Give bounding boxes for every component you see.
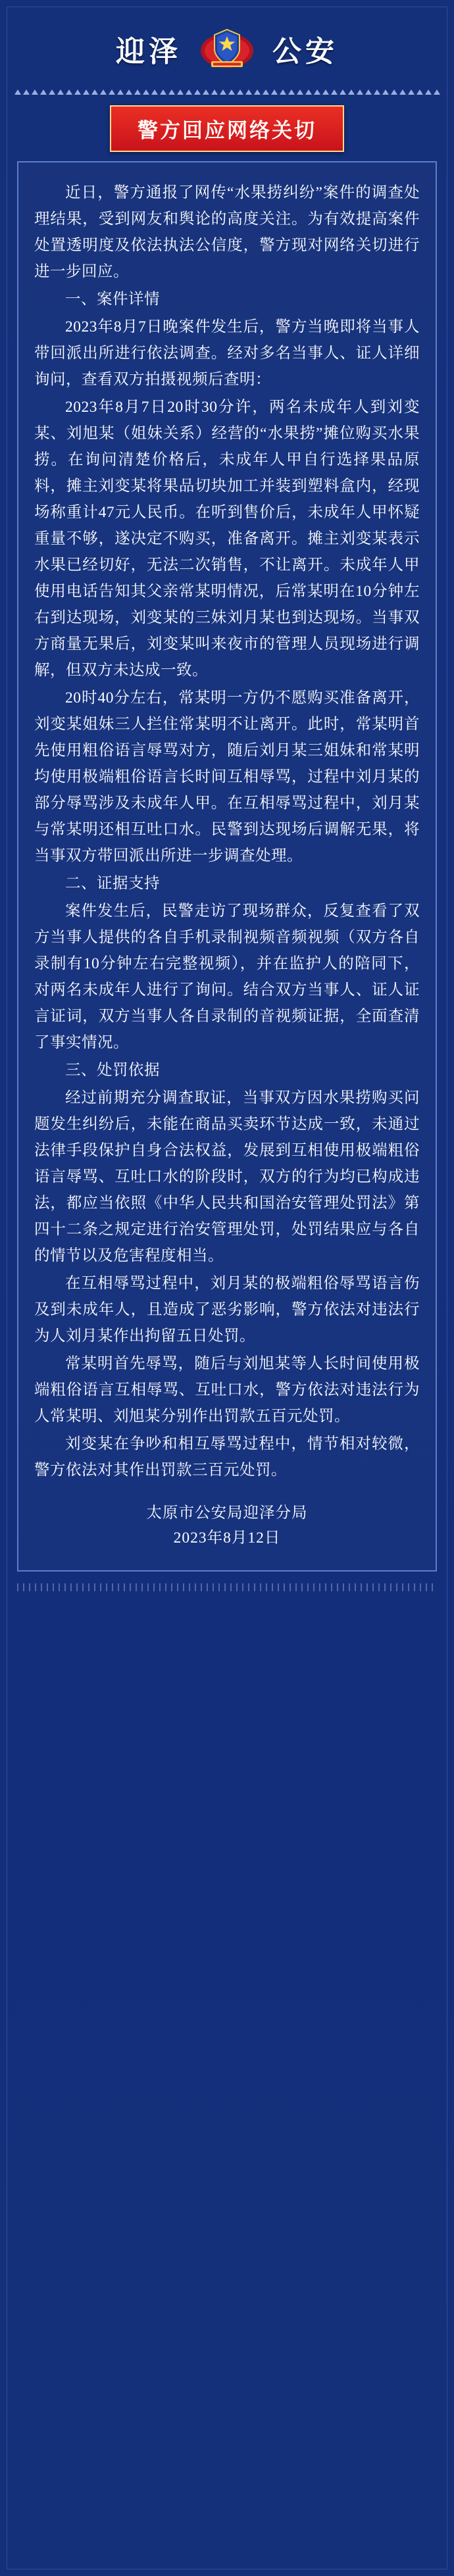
paragraph: 2023年8月7日晚案件发生后，警方当晚即将当事人带回派出所进行依法调查。经对多名当事人、证人详细询问，查看双方拍摄视频后查明： <box>34 318 420 388</box>
chevron-icon <box>425 89 432 95</box>
paragraph: 20时40分左右，常某明一方仍不愿购买准备离开，刘变某姐妹三人拦住常某明不让离开。此时，常某明首先使用粗俗语言辱骂对方，随后刘月某三姐妹和常某明均使用极端粗俗语言长时间互相辱骂，过程中刘月某的部分辱骂涉及未成年人甲。在互相辱骂过程中，刘月某与常某明还相互吐口水。民警到达现场后调解无果，将当事双方带回派出所进一步调查处理。 <box>34 689 420 864</box>
chevron-icon <box>117 89 124 95</box>
paragraph: 近日，警方通报了网传“水果捞纠纷”案件的调查处理结果，受到网友和舆论的高度关注。为有效提高案件处置透明度及依法执法公信度，警方现对网络关切进行进一步回应。 <box>34 184 420 280</box>
chevron-icon <box>340 89 346 95</box>
chevron-icon <box>203 89 209 95</box>
chevron-icon <box>194 89 201 95</box>
decorative-chevron-row-top <box>11 89 443 95</box>
chevron-icon <box>348 89 355 95</box>
chevron-icon <box>374 89 380 95</box>
chevron-icon <box>399 89 406 95</box>
chevron-icon <box>168 89 175 95</box>
paragraph: 在互相辱骂过程中，刘月某的极端粗俗辱骂语言伤及到未成年人，且造成了恶劣影响，警方依法对违法行为人刘月某作出拘留五日处罚。 <box>34 1275 420 1345</box>
chevron-icon <box>91 89 98 95</box>
chevron-icon <box>57 89 64 95</box>
section-heading: 二、证据支持 <box>65 875 160 892</box>
chevron-icon <box>143 89 149 95</box>
chevron-icon <box>211 89 218 95</box>
chevron-icon <box>305 89 312 95</box>
chevron-icon <box>280 89 286 95</box>
paragraph: 2023年8月7日20时30分许，两名未成年人到刘变某、刘旭某（姐妹关系）经营的“水果捞”摊位购买水果捞。在询问清楚价格后，未成年人甲自行选择果品原料，摊主刘变某将果品切块加工并装到塑料盒内，经现场称重计47元人民币。在听到售价后，未成年人甲怀疑重量不够，遂决定不购买，准备离开。摊主刘变某表示水果已经切好，无法二次销售，不让离开。未成年人甲使用电话告知其父亲常某明情况，后常某明在10分钟左右到达现场，刘变某的三妹刘月某也到达现场。当事双方商量无果后，刘变某叫来夜市的管理人员现场进行调解，但双方未达成一致。 <box>34 399 420 679</box>
chevron-icon <box>126 89 132 95</box>
chevron-icon <box>109 89 115 95</box>
signature-block <box>34 1500 420 1550</box>
chevron-icon <box>271 89 278 95</box>
chevron-icon <box>14 89 21 95</box>
chevron-icon <box>186 89 192 95</box>
chevron-icon <box>228 89 235 95</box>
chevron-icon <box>245 89 252 95</box>
chevron-icon <box>416 89 423 95</box>
chevron-icon <box>49 89 55 95</box>
chevron-icon <box>66 89 72 95</box>
chevron-icon <box>40 89 47 95</box>
chevron-icon <box>23 89 30 95</box>
chevron-icon <box>365 89 372 95</box>
police-badge-emblem-icon <box>199 20 255 77</box>
body-text <box>34 180 420 1483</box>
chevron-icon <box>100 89 107 95</box>
chevron-icon <box>151 89 158 95</box>
issuing-unit: 太原市公安局迎泽分局 <box>146 1504 308 1522</box>
paragraph: 案件发生后，民警走访了现场群众，反复查看了双方当事人提供的各自手机录制视频音频视频（双方各自录制有10分钟左右完整视频），并在监护人的陪同下，对两名未成年人进行了询问。结合双方当事人、证人证言证词，双方当事人各自录制的音视频证据，全面查清了事实情况。 <box>34 903 420 1051</box>
paragraph: 常某明首先辱骂，随后与刘旭某等人长时间使用极端粗俗语言互相辱骂、互吐口水，警方依法对违法行为人常某明、刘旭某分别作出罚款五百元处罚。 <box>34 1355 420 1425</box>
chevron-icon <box>297 89 303 95</box>
chevron-icon <box>134 89 141 95</box>
issue-date: 2023年8月12日 <box>173 1529 281 1547</box>
chevron-icon <box>382 89 389 95</box>
chevron-icon <box>83 89 89 95</box>
title-banner-wrap <box>0 105 454 152</box>
chevron-icon <box>177 89 184 95</box>
page-title: 警方回应网络关切 <box>110 105 344 152</box>
chevron-icon <box>288 89 295 95</box>
section-heading: 三、处罚依据 <box>65 1062 160 1079</box>
chevron-icon <box>160 89 166 95</box>
chevron-icon <box>357 89 363 95</box>
header-left-word: 迎泽 <box>116 36 182 68</box>
header-right-word: 公安 <box>272 36 338 68</box>
chevron-icon <box>434 89 440 95</box>
section-heading: 一、案件详情 <box>65 291 160 308</box>
chevron-icon <box>408 89 415 95</box>
chevron-icon <box>254 89 261 95</box>
chevron-icon <box>322 89 329 95</box>
header <box>0 0 454 86</box>
chevron-icon <box>220 89 226 95</box>
paragraph: 刘变某在争吵和相互辱骂过程中，情节相对较微，警方依法对其作出罚款三百元处罚。 <box>34 1435 420 1479</box>
chevron-icon <box>314 89 320 95</box>
chevron-icon <box>263 89 269 95</box>
paragraph: 经过前期充分调查取证，当事双方因水果捞购买问题发生纠纷后，未能在商品买卖环节达成一致，未通过法律手段保护自身合法权益，发展到互相使用极端粗俗语言辱骂、互吐口水的阶段时，双方的行为均已构成违法，都应当依照《中华人民共和国治安管理处罚法》第四十二条之规定进行治安管理处罚，处罚结果应与各自的情节以及危害程度相当。 <box>34 1089 420 1264</box>
chevron-icon <box>32 89 38 95</box>
chevron-icon <box>391 89 397 95</box>
chevron-icon <box>237 89 243 95</box>
decorative-footer-strip <box>17 1583 437 1591</box>
chevron-icon <box>74 89 81 95</box>
content-panel <box>17 161 437 1572</box>
chevron-icon <box>331 89 338 95</box>
